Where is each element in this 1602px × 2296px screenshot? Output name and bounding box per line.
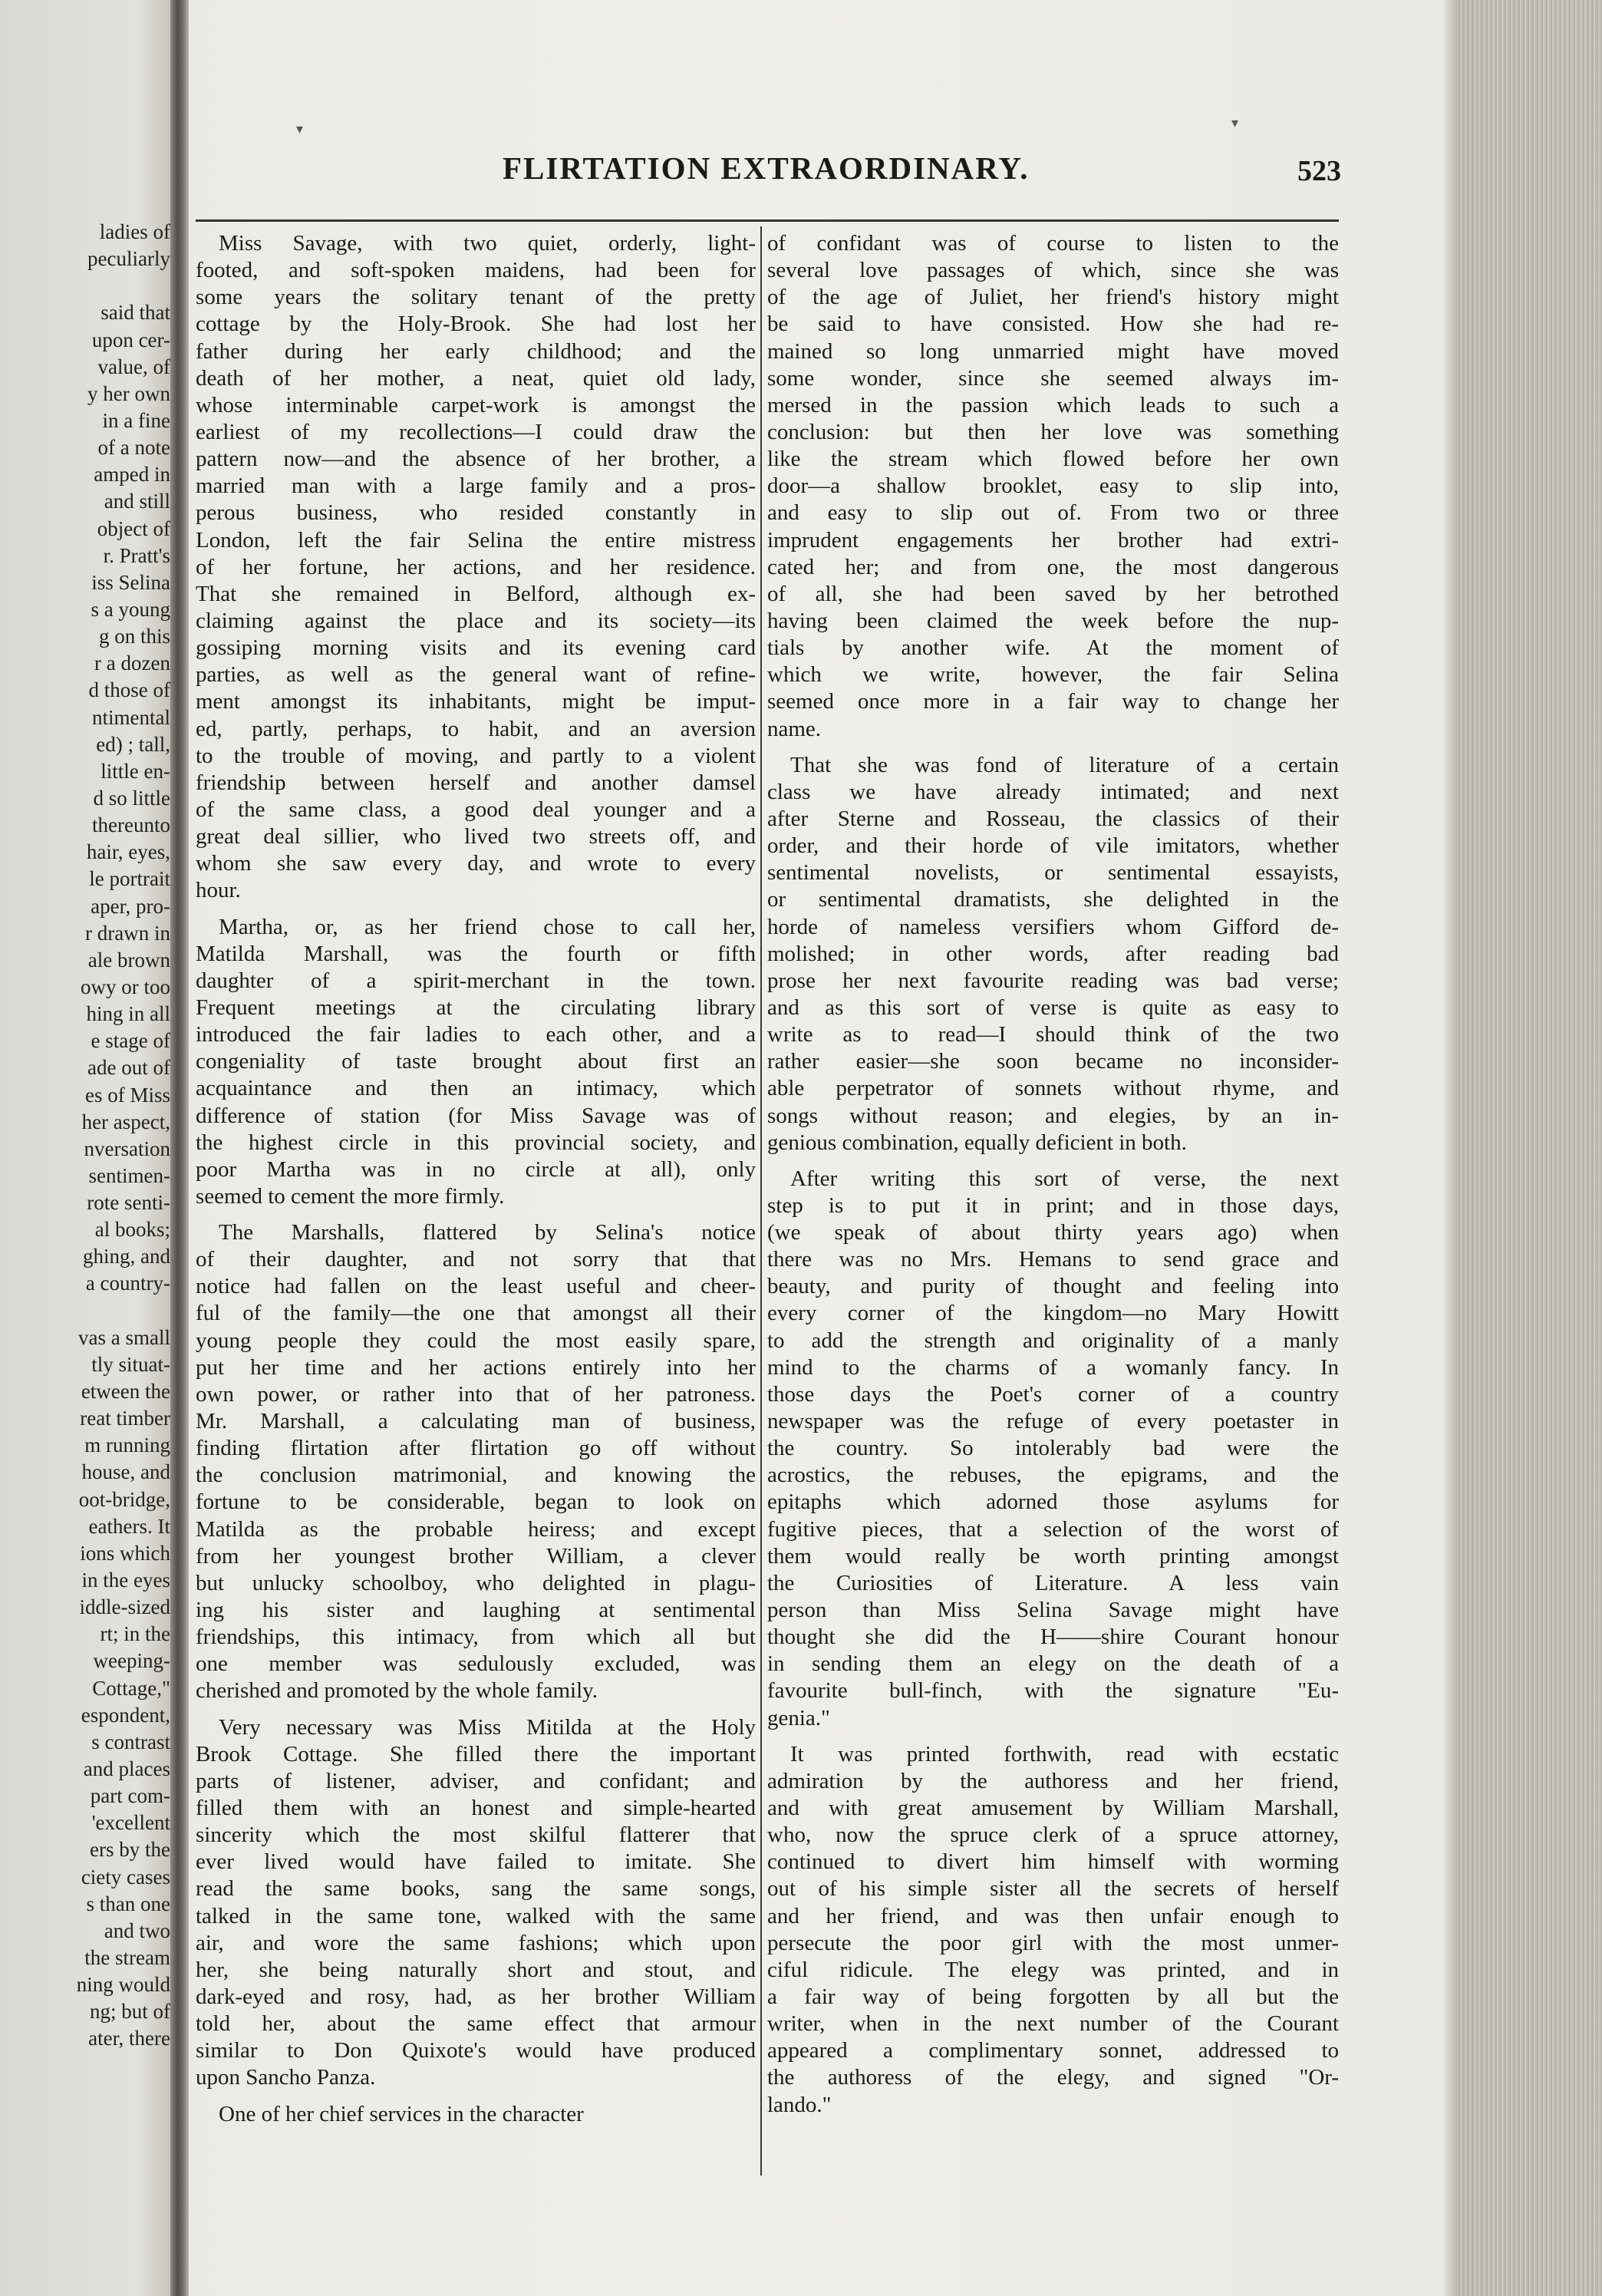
text-line: order, and their horde of vile imitators, whether (767, 833, 1339, 859)
text-line: whom she saw every day, and wrote to every (196, 851, 756, 876)
book-fore-edge (1458, 0, 1602, 2296)
left-page-line: Cottage," (92, 1676, 170, 1700)
text-line: molished; in other words, after reading bad (767, 941, 1339, 966)
text-line: cherished and promoted by the whole family. (196, 1678, 598, 1704)
left-page-line: hing in all (86, 1002, 170, 1026)
text-line: dark-eyed and rosy, had, as her brother William (196, 1984, 756, 2009)
text-line: favourite bull-finch, with the signature "Eu- (767, 1678, 1339, 1704)
text-line: persecute the poor girl with the most unmer- (767, 1930, 1339, 1955)
paragraph (767, 230, 1339, 743)
text-line: pattern now—and the absence of her brother, a (196, 447, 756, 472)
text-line: of their daughter, and not sorry that that (196, 1247, 756, 1272)
text-line: who, now the spruce clerk of a spruce attorney, (767, 1823, 1339, 1848)
left-page-line: sentimen- (88, 1163, 170, 1187)
text-line: father during her early childhood; and the (196, 338, 756, 364)
left-page-line: ning would (76, 1973, 170, 1997)
left-page-line: her aspect, (81, 1110, 170, 1133)
text-line: Matilda Marshall, was the fourth or fifth (196, 941, 756, 966)
text-line: friendships, this intimacy, from which all but (196, 1625, 756, 1650)
text-line: from her youngest brother William, a clever (196, 1543, 756, 1569)
text-line: mained so long unmarried might have moved (767, 338, 1339, 364)
left-page-line: upon cer- (91, 328, 170, 351)
left-page-line: oot-bridge, (78, 1487, 170, 1511)
left-page-line: es of Miss (84, 1083, 170, 1107)
text-line: them would really be worth printing amongst (767, 1543, 1339, 1569)
text-line: difference of station (for Miss Savage was of (196, 1103, 756, 1128)
text-line: of the same class, a good deal younger and a (196, 797, 756, 822)
left-page-line: ed) ; tall, (96, 732, 170, 756)
left-page-text-fragment (0, 219, 170, 2053)
left-page-line: owy or too (81, 975, 170, 998)
text-line: It was printed forthwith, read with ecstatic (790, 1741, 1339, 1767)
text-line: beauty, and purity of thought and feeling into (767, 1274, 1339, 1299)
text-line: and easy to slip out of. From two or three (767, 500, 1339, 526)
text-line: upon Sancho Panza. (196, 2065, 376, 2090)
text-line: a fair way of being forgotten by all but the (767, 1984, 1339, 2009)
text-line: read the same books, sang the same songs, (196, 1876, 756, 1902)
text-line: which we write, however, the fair Selina (767, 662, 1339, 688)
text-line: sentimental novelists, or sentimental essayists, (767, 860, 1339, 886)
text-line: earliest of my recollections—I could draw the (196, 419, 756, 444)
left-page-line: nversation (84, 1136, 170, 1160)
text-line: rather easier—she soon became no inconsider- (767, 1049, 1339, 1074)
text-line: acquaintance and then an intimacy, which (196, 1076, 756, 1101)
text-line: cottage by the Holy-Brook. She had lost her (196, 312, 756, 337)
text-line: similar to Don Quixote's would have produced (196, 2038, 756, 2063)
paragraph (196, 1714, 756, 2092)
left-page-line: g on this (98, 625, 170, 648)
left-page-line: s than one (86, 1892, 170, 1915)
left-page-line: and still (104, 490, 170, 513)
text-line: put her time and her actions entirely into her (196, 1354, 756, 1380)
left-page-line: s contrast (91, 1730, 170, 1753)
left-page-line: s a young (91, 597, 170, 621)
text-line: own power, or rather into that of her patroness. (196, 1381, 756, 1407)
text-line: and her friend, and was then unfair enough to (767, 1903, 1339, 1928)
text-line: having been claimed the week before the nup- (767, 608, 1339, 633)
text-line: Brook Cottage. She filled there the important (196, 1741, 756, 1767)
left-page-line: e stage of (91, 1029, 170, 1053)
left-page-line: and two (104, 1918, 170, 1942)
text-line: death of her mother, a neat, quiet old lady, (196, 365, 756, 391)
text-line: ful of the family—the one that amongst all their (196, 1301, 756, 1326)
left-page-line: ghing, and (83, 1245, 170, 1268)
text-line: continued to divert him himself with worming (767, 1849, 1339, 1875)
text-line: lando." (767, 2092, 832, 2117)
text-line: talked in the same tone, walked with the same (196, 1903, 756, 1928)
text-line: admiration by the authoress and her friend, (767, 1768, 1339, 1793)
column-divider (760, 226, 762, 2176)
running-title: FLIRTATION EXTRAORDINARY. (503, 150, 1030, 186)
text-line: some years the solitary tenant of the pretty (196, 285, 756, 310)
text-line: writer, when in the next number of the Courant (767, 2011, 1339, 2037)
text-line: seemed to cement the more firmly. (196, 1183, 505, 1209)
text-line: one member was sedulously excluded, was (196, 1651, 756, 1677)
text-line: ed, partly, perhaps, to habit, and an aversion (196, 716, 756, 741)
page-header (196, 150, 1339, 203)
text-line: fortune to be considerable, began to look on (196, 1489, 756, 1515)
text-line: there was no Mrs. Hemans to send grace and (767, 1247, 1339, 1272)
text-line: mind to the charms of a womanly fancy. In (767, 1354, 1339, 1380)
text-line: finding flirtation after flirtation go off without (196, 1436, 756, 1461)
text-line: acrostics, the rebuses, the epigrams, and the (767, 1463, 1339, 1488)
paragraph (767, 752, 1339, 1156)
text-line: name. (767, 716, 822, 741)
text-line: daughter of a spirit-merchant in the town. (196, 968, 756, 993)
left-page-line: object of (97, 516, 170, 540)
text-line: parts of listener, adviser, and confidant; and (196, 1768, 756, 1793)
left-page-line: ciety cases (81, 1865, 170, 1889)
left-page-line: a country- (85, 1272, 170, 1295)
text-line: some wonder, since she seemed always im- (767, 365, 1339, 391)
left-page-line: ng; but of (90, 2000, 170, 2024)
text-line: in sending them an elegy on the death of a (767, 1651, 1339, 1677)
print-speck: ▾ (296, 121, 304, 137)
print-speck: ▾ (1231, 115, 1239, 131)
text-line: cated her; and from one, the most dangerous (767, 554, 1339, 579)
text-line: poor Martha was in no circle at all), only (196, 1156, 756, 1182)
text-column-right (767, 230, 1339, 2119)
left-page-line: the stream (84, 1946, 170, 1969)
text-line: to the trouble of moving, and partly to a violent (196, 743, 756, 768)
left-page-line: little en- (101, 759, 170, 783)
text-line: newspaper was the refuge of every poetaster in (767, 1409, 1339, 1434)
text-line: conclusion: but then her love was something (767, 419, 1339, 444)
paragraph (767, 1741, 1339, 2119)
text-line: appeared a complimentary sonnet, addressed to (767, 2038, 1339, 2063)
text-line: out of his simple sister all the secrets of herself (767, 1876, 1339, 1902)
text-line: class we have already intimated; and next (767, 779, 1339, 804)
left-page-line: ater, there (88, 2027, 170, 2050)
text-line: hour. (196, 878, 241, 903)
text-line: prose her next favourite reading was bad verse; (767, 968, 1339, 993)
text-line: be said to have consisted. How she had re- (767, 312, 1339, 337)
text-line: perous business, who resided constantly in (196, 500, 756, 526)
text-line: That she was fond of literature of a certain (790, 752, 1339, 777)
text-line: to add the strength and originality of a manly (767, 1328, 1339, 1353)
text-line: horde of nameless versifiers whom Gifford de- (767, 914, 1339, 939)
left-page-line: amped in (94, 463, 170, 487)
text-line: genious combination, equally deficient in both. (767, 1130, 1187, 1155)
text-line: after Sterne and Rosseau, the classics of their (767, 806, 1339, 831)
left-page-line: m running (84, 1433, 170, 1457)
text-line: the authoress of the elegy, and signed "Or- (767, 2065, 1339, 2090)
text-line: introduced the fair ladies to each other, and a (196, 1022, 756, 1047)
paragraph (196, 914, 756, 1211)
text-line: Matilda as the probable heiress; and except (196, 1516, 756, 1542)
text-line: young people they could the most easily spare, (196, 1328, 756, 1353)
text-line: mersed in the passion which leads to such a (767, 392, 1339, 417)
left-page-line: eathers. It (88, 1514, 170, 1538)
left-facing-page (0, 0, 176, 2296)
left-page-line: value, of (97, 355, 170, 378)
left-page-line: espondent, (81, 1703, 170, 1727)
text-line: imprudent engagements her brother had extri- (767, 527, 1339, 553)
left-page-line: vas a small (78, 1325, 170, 1349)
text-line: the conclusion matrimonial, and knowing the (196, 1463, 756, 1488)
left-page-line: rote senti- (87, 1191, 170, 1215)
text-column-left (196, 230, 756, 2128)
text-line: That she remained in Belford, although ex- (196, 581, 756, 606)
text-line: ment amongst its inhabitants, might be imput- (196, 689, 756, 714)
text-line: whose interminable carpet-work is amongst the (196, 392, 756, 417)
text-line: thought she did the H——shire Courant honour (767, 1625, 1339, 1650)
text-line: ciful ridicule. The elegy was printed, and in (767, 1957, 1339, 1982)
text-line: claiming against the place and its society—its (196, 608, 756, 633)
left-page-line: thereunto (92, 813, 170, 837)
text-line: congeniality of taste brought about first an (196, 1049, 756, 1074)
text-line: tials by another wife. At the moment of (767, 635, 1339, 661)
left-page-line: d so little (93, 786, 170, 810)
text-line: and as this sort of verse is quite as easy to (767, 995, 1339, 1020)
left-page-line: ions which (80, 1541, 170, 1565)
text-line: Mr. Marshall, a calculating man of business, (196, 1409, 756, 1434)
left-page-line: r. Pratt's (103, 543, 170, 567)
left-page-line: r a dozen (94, 652, 170, 675)
left-page-line: iss Selina (91, 570, 170, 594)
text-line: notice had fallen on the least useful and cheer- (196, 1274, 756, 1299)
text-line: footed, and soft-spoken maidens, had been for (196, 258, 756, 283)
text-line: write as to read—I should think of the two (767, 1022, 1339, 1047)
book-gutter (170, 0, 189, 2296)
left-page-line: y her own (87, 381, 170, 405)
text-line: the highest circle in this provincial society, and (196, 1130, 756, 1155)
text-line: epitaphs which adorned those asylums for (767, 1489, 1339, 1515)
text-line: fugitive pieces, that a selection of the worst of (767, 1516, 1339, 1542)
text-line: like the stream which flowed before her own (767, 447, 1339, 472)
text-line: songs without reason; and elegies, by an in- (767, 1103, 1339, 1128)
left-page-line: ade out of (87, 1056, 170, 1080)
text-line: those days the Poet's corner of a country (767, 1381, 1339, 1407)
left-page-line: d those of (88, 678, 170, 702)
left-page-line (0, 1298, 170, 1324)
text-line: the Curiosities of Literature. A less vain (767, 1570, 1339, 1595)
text-line: filled them with an honest and simple-hearted (196, 1796, 756, 1821)
left-page-line: reat timber (80, 1407, 170, 1430)
left-page-line: 'excellent (91, 1811, 170, 1835)
text-line: parties, as well as the general want of refine- (196, 662, 756, 688)
text-line: every corner of the kingdom—no Mary Howitt (767, 1301, 1339, 1326)
left-page-line: weeping- (93, 1649, 170, 1673)
text-line: the country. So intolerably bad were the (767, 1436, 1339, 1461)
text-line: of her fortune, her actions, and her residence. (196, 554, 756, 579)
left-page-line: and places (83, 1757, 170, 1781)
text-line: and with great amusement by William Marshall, (767, 1796, 1339, 1821)
left-page-line: rt; in the (100, 1622, 170, 1646)
text-line: step is to put it in print; and in those days, (767, 1193, 1339, 1218)
left-page-line: ladies of (99, 220, 170, 243)
text-line: several love passages of which, since she was (767, 258, 1339, 283)
text-line: sincerity which the most skilful flatterer that (196, 1823, 756, 1848)
text-line: friendship between herself and another damsel (196, 770, 756, 795)
page-number: 523 (1297, 155, 1341, 187)
text-line: person than Miss Selina Savage might have (767, 1598, 1339, 1623)
text-line: of all, she had been saved by her betrothed (767, 581, 1339, 606)
left-page-line (0, 272, 170, 299)
text-line: London, left the fair Selina the entire mistress (196, 527, 756, 553)
left-page-line: said that (101, 301, 170, 325)
text-line: (we speak of about thirty years ago) when (767, 1220, 1339, 1245)
text-line: ever lived would have failed to imitate. She (196, 1849, 756, 1875)
left-page-line: in a fine (102, 408, 170, 432)
text-line: but unlucky schoolboy, who delighted in plagu- (196, 1570, 756, 1595)
text-line: her, she being naturally short and stout, and (196, 1957, 756, 1982)
text-line: ing his sister and laughing at sentimental (196, 1598, 756, 1623)
left-page-line: etween the (81, 1380, 170, 1404)
text-line: Martha, or, as her friend chose to call her, (219, 914, 756, 939)
left-page-line: part com- (90, 1784, 170, 1808)
text-line: great deal sillier, who lived two streets off, and (196, 824, 756, 849)
header-rule (196, 219, 1339, 222)
text-line: seemed once more in a fair way to change her (767, 689, 1339, 714)
text-line: or sentimental dramatists, she delighted in the (767, 887, 1339, 912)
text-line: Frequent meetings at the circulating library (196, 995, 756, 1020)
left-page-line: ntimental (92, 705, 170, 729)
left-page-line: al books; (94, 1218, 170, 1242)
left-page-line: tly situat- (91, 1352, 170, 1376)
text-line: married man with a large family and a pros- (196, 473, 756, 499)
left-page-line: house, and (81, 1460, 170, 1484)
left-page-line: hair, eyes, (86, 840, 170, 864)
left-page-line: iddle-sized (79, 1595, 170, 1619)
text-line: of confidant was of course to listen to the (767, 231, 1339, 256)
text-line: gossiping morning visits and its evening card (196, 635, 756, 661)
paragraph (196, 1219, 756, 1705)
text-line: The Marshalls, flattered by Selina's notice (219, 1220, 756, 1245)
text-line: Miss Savage, with two quiet, orderly, light- (219, 231, 756, 256)
left-page-line: ers by the (90, 1838, 170, 1862)
left-page-line: peculiarly (87, 247, 170, 271)
left-page-line: r drawn in (85, 921, 170, 945)
paragraph (196, 230, 756, 905)
left-page-line: in the eyes (81, 1569, 170, 1592)
text-line: of the age of Juliet, her friend's history might (767, 285, 1339, 310)
paragraph (767, 1166, 1339, 1732)
text-line: able perpetrator of sonnets without rhyme, and (767, 1076, 1339, 1101)
paragraph (196, 2101, 756, 2128)
text-line: air, and wore the same fashions; which upon (196, 1930, 756, 1955)
left-page-line: ale brown (87, 948, 170, 972)
left-page-line: of a note (97, 436, 170, 460)
text-line: genia." (767, 1705, 830, 1730)
text-line: One of her chief services in the character (219, 2101, 584, 2126)
text-line: told her, about the same effect that armour (196, 2011, 756, 2037)
left-page-line: aper, pro- (91, 894, 170, 918)
text-line: Very necessary was Miss Mitilda at the Holy (219, 1714, 756, 1740)
left-page-line: le portrait (89, 867, 170, 891)
text-line: door—a shallow brooklet, easy to slip into, (767, 473, 1339, 499)
text-line: After writing this sort of verse, the next (790, 1166, 1339, 1191)
